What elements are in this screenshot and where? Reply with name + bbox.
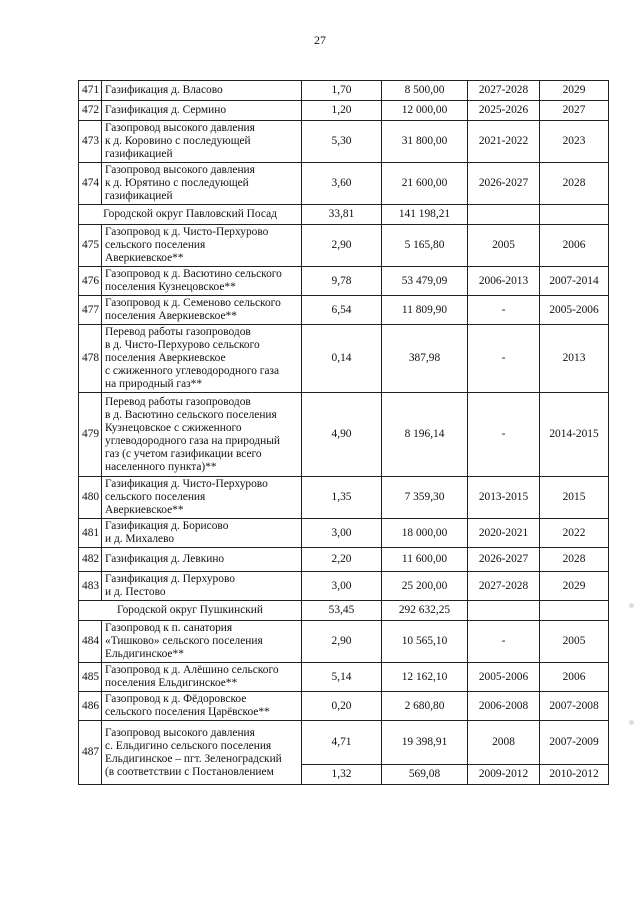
object-name-line: Газопровод к п. санатория <box>105 622 233 634</box>
period-cell: 2027-2028 <box>468 81 540 101</box>
cost-cell: 53 479,09 <box>382 267 468 296</box>
row-number-cell: 474 <box>79 163 102 205</box>
object-name-line: газификацией <box>105 148 173 160</box>
cost-cell: 12 162,10 <box>382 663 468 692</box>
object-name-line: в д. Васютино сельского поселения <box>105 408 277 421</box>
object-name-line: Газификация д. Чисто-Перхурово <box>105 478 268 490</box>
table-row <box>79 325 609 393</box>
completion-year-cell: 2007-2009 <box>540 721 609 765</box>
object-name-line: Газопровод к д. Алёшино сельского <box>105 664 279 676</box>
cost-cell: 11 600,00 <box>382 548 468 572</box>
object-name-cell <box>102 692 302 721</box>
object-name-line: Газопровод высокого давления <box>105 726 255 739</box>
object-name-line: Газопровод к д. Семеново сельского <box>105 297 281 309</box>
row-number-cell: 473 <box>79 121 102 163</box>
object-name-line: углеводородного газа на природный <box>105 434 280 447</box>
length-km-cell: 2,90 <box>302 225 382 267</box>
cost-cell: 21 600,00 <box>382 163 468 205</box>
completion-year-cell: 2015 <box>540 477 609 519</box>
object-name-line: и д. Пестово <box>105 586 166 598</box>
object-name-line: Кузнецовское с сжиженного <box>105 421 242 434</box>
table-row <box>79 393 609 477</box>
length-km-cell: 5,30 <box>302 121 382 163</box>
object-name-line: газ (с учетом газификации всего <box>105 447 262 460</box>
period-cell: 2021-2022 <box>468 121 540 163</box>
completion-year-cell: 2007-2008 <box>540 692 609 721</box>
length-km-cell: 1,32 <box>302 765 382 785</box>
object-name-cell <box>102 721 302 785</box>
cost-cell: 141 198,21 <box>382 205 468 225</box>
district-subtotal-row <box>79 601 609 621</box>
object-name-line: на природный газ** <box>105 378 203 390</box>
table-row <box>79 81 609 101</box>
cost-cell: 19 398,91 <box>382 721 468 765</box>
object-name-cell <box>102 572 302 601</box>
period-cell: 2020-2021 <box>468 519 540 548</box>
length-km-cell: 1,70 <box>302 81 382 101</box>
period-cell: 2005 <box>468 225 540 267</box>
period-cell: - <box>468 296 540 325</box>
period-cell: 2026-2027 <box>468 163 540 205</box>
object-name-cell <box>102 548 302 572</box>
object-name-line: поселения Аверкиевское <box>105 352 226 364</box>
period-cell <box>468 601 540 621</box>
object-name-line: Газификация д. Борисово <box>105 520 229 532</box>
cost-cell: 31 800,00 <box>382 121 468 163</box>
object-name-cell <box>102 267 302 296</box>
object-name-line: (в соответствии с Постановлением <box>105 765 274 778</box>
length-km-cell: 53,45 <box>302 601 382 621</box>
object-name-line: поселения Ельдигинское** <box>105 677 238 689</box>
object-name-line: Газопровод к д. Васютино сельского <box>105 268 282 280</box>
object-name-cell <box>102 121 302 163</box>
cost-cell: 8 196,14 <box>382 393 468 477</box>
object-name-line: сельского поселения <box>105 239 206 251</box>
cost-cell: 569,08 <box>382 765 468 785</box>
row-number-cell: 479 <box>79 393 102 477</box>
row-number-cell: 478 <box>79 325 102 393</box>
length-km-cell: 0,14 <box>302 325 382 393</box>
completion-year-cell: 2013 <box>540 325 609 393</box>
row-number-cell: 485 <box>79 663 102 692</box>
table-row <box>79 225 609 267</box>
length-km-cell: 3,60 <box>302 163 382 205</box>
table-row <box>79 548 609 572</box>
binder-hole-mark <box>629 720 634 725</box>
table-row <box>79 267 609 296</box>
row-number-cell: 486 <box>79 692 102 721</box>
object-name-line: Газопровод высокого давления <box>105 122 255 134</box>
object-name-line: Ельдигинское – пгт. Зеленоградский <box>105 752 282 765</box>
length-km-cell: 2,90 <box>302 621 382 663</box>
district-name-cell: Городской округ Пушкинский <box>79 601 302 621</box>
object-name-line: газификацией <box>105 190 173 202</box>
object-name-line: к д. Коровино с последующей <box>105 135 251 147</box>
row-number-cell: 483 <box>79 572 102 601</box>
object-name-line: Перевод работы газопроводов <box>105 395 251 408</box>
row-number-cell: 476 <box>79 267 102 296</box>
row-number-cell: 477 <box>79 296 102 325</box>
cost-cell: 11 809,90 <box>382 296 468 325</box>
length-km-cell: 3,00 <box>302 519 382 548</box>
object-name-line: Газификация д. Левкино <box>105 553 225 565</box>
district-name-cell: Городской округ Павловский Посад <box>79 205 302 225</box>
cost-cell: 10 565,10 <box>382 621 468 663</box>
completion-year-cell: 2023 <box>540 121 609 163</box>
row-number-cell: 471 <box>79 81 102 101</box>
period-cell: - <box>468 393 540 477</box>
object-name-line: в д. Чисто-Перхурово сельского <box>105 339 260 351</box>
object-name-line: сельского поселения <box>105 491 206 503</box>
object-name-line: Газопровод высокого давления <box>105 164 255 176</box>
object-name-cell <box>102 81 302 101</box>
object-name-line: Перевод работы газопроводов <box>105 326 251 338</box>
table-row <box>79 692 609 721</box>
completion-year-cell: 2014-2015 <box>540 393 609 477</box>
length-km-cell: 0,20 <box>302 692 382 721</box>
period-cell: 2027-2028 <box>468 572 540 601</box>
completion-year-cell: 2010-2012 <box>540 765 609 785</box>
table-row <box>79 519 609 548</box>
row-number-cell: 481 <box>79 519 102 548</box>
completion-year-cell: 2022 <box>540 519 609 548</box>
period-cell: 2025-2026 <box>468 101 540 121</box>
period-cell: 2008 <box>468 721 540 765</box>
completion-year-cell: 2005-2006 <box>540 296 609 325</box>
table-row <box>79 721 609 765</box>
length-km-cell: 3,00 <box>302 572 382 601</box>
row-number-cell: 484 <box>79 621 102 663</box>
object-name-cell <box>102 621 302 663</box>
cost-cell: 8 500,00 <box>382 81 468 101</box>
object-name-line: к д. Юрятино с последующей <box>105 177 249 189</box>
object-name-line: и д. Михалево <box>105 533 175 545</box>
length-km-cell: 2,20 <box>302 548 382 572</box>
completion-year-cell: 2029 <box>540 81 609 101</box>
object-name-cell <box>102 296 302 325</box>
length-km-cell: 33,81 <box>302 205 382 225</box>
completion-year-cell: 2027 <box>540 101 609 121</box>
cost-cell: 2 680,80 <box>382 692 468 721</box>
table-row <box>79 296 609 325</box>
object-name-line: с. Ельдигино сельского поселения <box>105 739 272 752</box>
length-km-cell: 4,90 <box>302 393 382 477</box>
cost-cell: 5 165,80 <box>382 225 468 267</box>
object-name-line: Аверкиевское** <box>105 504 184 516</box>
object-name-line: населенного пункта)** <box>105 460 217 473</box>
gasification-table <box>78 80 609 785</box>
completion-year-cell <box>540 205 609 225</box>
binder-hole-mark <box>629 603 634 608</box>
object-name-cell <box>102 393 302 477</box>
length-km-cell: 6,54 <box>302 296 382 325</box>
completion-year-cell: 2028 <box>540 163 609 205</box>
row-number-cell: 487 <box>79 721 102 785</box>
table-row <box>79 101 609 121</box>
table-row <box>79 621 609 663</box>
table-row <box>79 163 609 205</box>
completion-year-cell <box>540 601 609 621</box>
period-cell: 2009-2012 <box>468 765 540 785</box>
object-name-line: Газопровод к д. Чисто-Перхурово <box>105 226 269 238</box>
table-row <box>79 663 609 692</box>
table-row <box>79 477 609 519</box>
completion-year-cell: 2005 <box>540 621 609 663</box>
object-name-cell <box>102 477 302 519</box>
period-cell: - <box>468 325 540 393</box>
object-name-cell <box>102 225 302 267</box>
page-number: 27 <box>314 33 326 47</box>
row-number-cell: 480 <box>79 477 102 519</box>
length-km-cell: 1,35 <box>302 477 382 519</box>
object-name-cell <box>102 519 302 548</box>
cost-cell: 18 000,00 <box>382 519 468 548</box>
object-name-line: с сжиженного углеводородного газа <box>105 365 280 377</box>
completion-year-cell: 2006 <box>540 663 609 692</box>
period-cell <box>468 205 540 225</box>
object-name-line: Газификация д. Власово <box>105 84 223 96</box>
cost-cell: 7 359,30 <box>382 477 468 519</box>
cost-cell: 292 632,25 <box>382 601 468 621</box>
object-name-cell <box>102 101 302 121</box>
cost-cell: 387,98 <box>382 325 468 393</box>
object-name-line: Газификация д. Сермино <box>105 104 227 116</box>
length-km-cell: 5,14 <box>302 663 382 692</box>
length-km-cell: 4,71 <box>302 721 382 765</box>
object-name-line: сельского поселения Царёвское** <box>105 706 270 718</box>
object-name-line: поселения Аверкиевское** <box>105 310 237 322</box>
object-name-line: Ельдигинское** <box>105 648 184 660</box>
object-name-line: поселения Кузнецовское** <box>105 281 236 293</box>
completion-year-cell: 2006 <box>540 225 609 267</box>
district-subtotal-row <box>79 205 609 225</box>
period-cell: 2005-2006 <box>468 663 540 692</box>
object-name-line: Газификация д. Перхурово <box>105 573 235 585</box>
period-cell: 2006-2013 <box>468 267 540 296</box>
row-number-cell: 475 <box>79 225 102 267</box>
object-name-line: Аверкиевское** <box>105 252 184 264</box>
row-number-cell: 482 <box>79 548 102 572</box>
cost-cell: 12 000,00 <box>382 101 468 121</box>
length-km-cell: 9,78 <box>302 267 382 296</box>
row-number-cell: 472 <box>79 101 102 121</box>
completion-year-cell: 2007-2014 <box>540 267 609 296</box>
period-cell: 2013-2015 <box>468 477 540 519</box>
object-name-cell <box>102 663 302 692</box>
object-name-line: «Тишково» сельского поселения <box>105 635 263 647</box>
completion-year-cell: 2029 <box>540 572 609 601</box>
period-cell: 2026-2027 <box>468 548 540 572</box>
period-cell: 2006-2008 <box>468 692 540 721</box>
table-row <box>79 572 609 601</box>
period-cell: - <box>468 621 540 663</box>
object-name-cell <box>102 163 302 205</box>
object-name-line: Газопровод к д. Фёдоровское <box>105 693 247 705</box>
cost-cell: 25 200,00 <box>382 572 468 601</box>
length-km-cell: 1,20 <box>302 101 382 121</box>
object-name-cell <box>102 325 302 393</box>
completion-year-cell: 2028 <box>540 548 609 572</box>
table-row <box>79 121 609 163</box>
